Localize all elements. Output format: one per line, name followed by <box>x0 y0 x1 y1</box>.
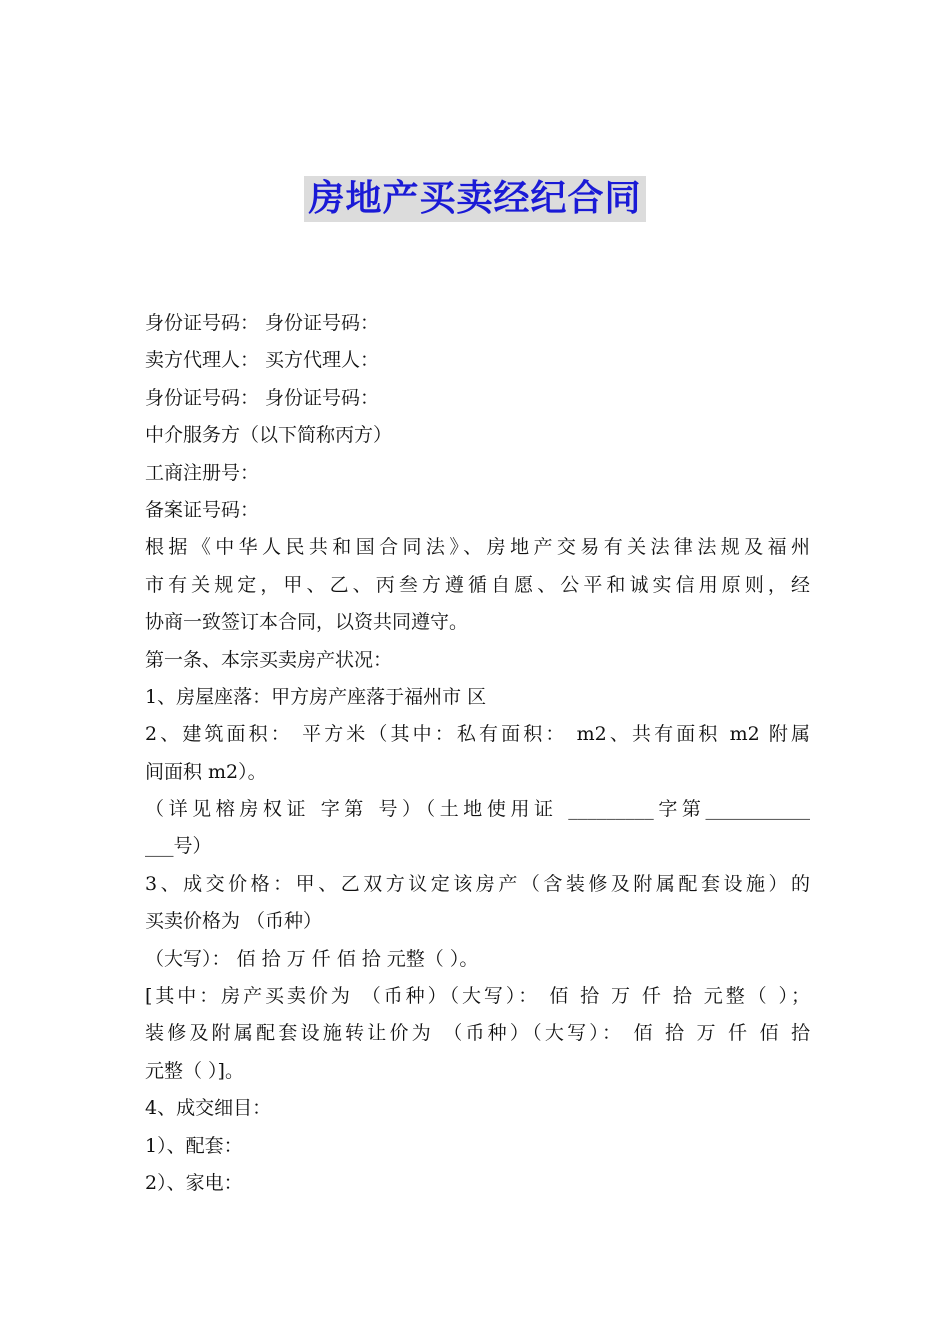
text-line: 身份证号码： 身份证号码： <box>145 312 380 334</box>
text-line: （大写）： 佰 拾 万 仟 佰 拾 元整（ ）。 <box>145 947 479 970</box>
text-line: 元整（ ）]。 <box>145 1059 244 1082</box>
text-line: 协商一致签订本合同，以资共同遵守。 <box>145 611 469 634</box>
text-line: 卖方代理人： 买方代理人： <box>145 349 380 372</box>
text-line: 装修及附属配套设施转让价为 （币种）（大写）： 佰 拾 万 仟 佰 拾 <box>145 1022 810 1045</box>
text-line: 2、建筑面积： 平方米（其中：私有面积： m2、共有面积 m2 附属 <box>145 723 810 746</box>
text-line: 2）、家电： <box>145 1171 243 1194</box>
text-line: 3、成交价格：甲、乙双方议定该房产（含装修及附属配套设施）的 <box>145 872 810 895</box>
text-line: 备案证号码： <box>145 498 260 521</box>
text-line: ___号） <box>145 835 212 858</box>
text-line: 第一条、本宗买卖房产状况： <box>145 648 393 671</box>
text-line: 身份证号码： 身份证号码： <box>145 386 380 409</box>
text-line: 工商注册号： <box>145 461 260 484</box>
text-line: 市有关规定，甲、乙、丙叁方遵循自愿、公平和诚实信用原则，经 <box>145 573 810 596</box>
text-line: （详见榕房权证 字第 号）（土地使用证 _________字第___________ <box>145 798 810 821</box>
contract-body <box>145 305 810 1202</box>
text-line: [其中：房产买卖价为 （币种）（大写）： 佰 拾 万 仟 拾 元整（ ）； <box>145 985 810 1008</box>
text-line: 1）、配套： <box>145 1134 243 1157</box>
text-line: 4、成交细目： <box>145 1097 272 1120</box>
title-container <box>0 176 950 222</box>
text-line: 中介服务方（以下简称丙方） <box>145 424 393 447</box>
text-line: 1、房屋座落：甲方房产座落于福州市 区 <box>145 685 487 708</box>
text-line: 间面积 m2）。 <box>145 760 267 783</box>
document-title: 房地产买卖经纪合同 <box>304 176 645 222</box>
text-line: 根据《中华人民共和国合同法》、房地产交易有关法律法规及福州 <box>145 536 810 559</box>
text-line: 买卖价格为 （币种） <box>145 910 323 933</box>
